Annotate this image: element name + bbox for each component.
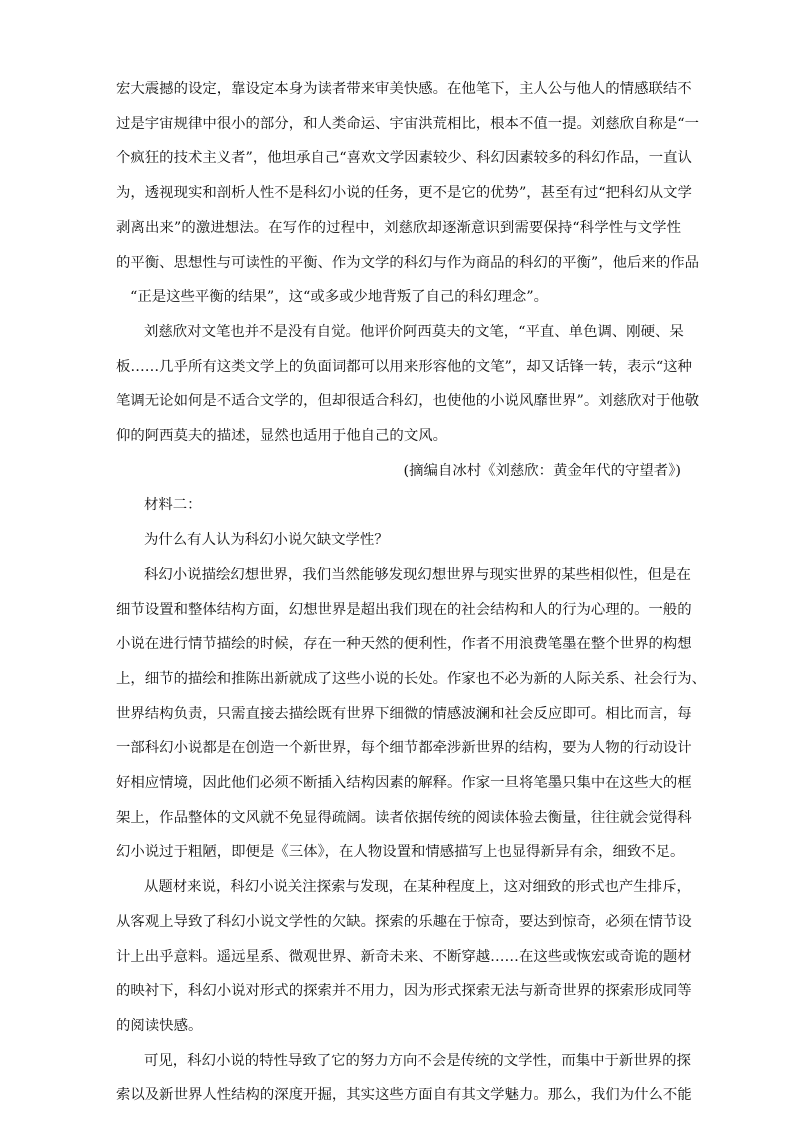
text-line: 可见，科幻小说的特性导致了它的努力方向不会是传统的文学性，而集中于新世界的探 [144,1052,691,1069]
text-line: 的映衬下，科幻小说对形式的探索并不用力，因为形式探索无法与新奇世界的探索形成同等 [116,983,692,1000]
text-line: 宏大震撼的设定，靠设定本身为读者带来审美快感。在他笔下，主人公与他人的情感联结不 [116,81,692,97]
paragraph-3 [116,558,707,870]
text-line: 上，细节的描绘和推陈出新就成了这些小说的长处。作家也不必为新的人际关系、社会行为、 [116,670,707,687]
text-line: 科幻小说描绘幻想世界，我们当然能够发现幻想世界与现实世界的某些相似性，但是在 [144,566,691,583]
text-line: 的平衡、思想性与可读性的平衡、作为文学的科幻与作为商品的科幻的平衡”，他后来的作品 [116,254,699,271]
text-line: 刘慈欣对文笔也并不是没有自觉。他评价阿西莫夫的文笔，“平直、单色调、刚硬、呆 [144,323,684,340]
text-line: “正是这些平衡的结果”，这“或多或少地背叛了自己的科幻理念”。 [130,289,548,306]
paragraph-5 [116,1044,692,1113]
material-label: 材料二： [144,497,202,514]
paragraph-4 [116,870,692,1044]
text-line: 笔调无论如何是不适合文学的，但却很适合科幻，也使他的小说风靡世界”。刘慈欣对于他敬 [116,393,699,410]
text-line: 为，透视现实和剖析人性不是科幻小说的任务，更不是它的优势”，甚至有过“把科幻从文学 [116,185,692,202]
paragraph-2 [116,315,699,454]
paragraph-1 [116,72,699,315]
text-line: 好相应情境，因此他们必须不断插入结构因素的解释。作家一旦将笔墨只集中在这些大的框 [116,775,692,792]
text-line: 的阅读快感。 [116,1017,203,1034]
question-heading: 为什么有人认为科幻小说欠缺文学性？ [144,532,389,549]
text-line: 从客观上导致了科幻小说文学性的欠缺。探索的乐趣在于惊奇，要达到惊奇，必须在情节设 [116,913,692,930]
text-line: 幻小说过于粗陋，即便是《三体》，在人物设置和情感描写上也显得新异有余，细致不足。 [116,844,685,861]
text-line: 一部科幻小说都是在创造一个新世界，每个细节都牵涉新世界的结构，要为人物的行动设计 [116,740,692,757]
text-line: 过是宇宙规律中很小的部分，和人类命运、宇宙洪荒相比，根本不值一提。刘慈欣自称是“一 [116,115,699,132]
text-line: 个疯狂的技术主义者”，他坦承自己“喜欢文学因素较少、科幻因素较多的科幻作品，一直认 [116,150,692,167]
text-line: 索以及新世界人性结构的深度开掘，其实这些方面自有其文学魅力。那么，我们为什么不能 [116,1087,692,1104]
text-line: 世界结构负责，只需直接去描绘既有世界下细微的情感波澜和社会反应即可。相比而言，每 [116,705,692,722]
text-line: 小说在进行情节描绘的时候，存在一种天然的便利性，作者不用浪费笔墨在整个世界的构想 [116,636,692,653]
source-citation: (摘编自冰村《刘慈欣：黄金年代的守望者》) [403,462,681,479]
text-line: 仰的阿西莫夫的描述，显然也适用于他自己的文风。 [116,428,447,445]
text-line: 架上，作品整体的文风就不免显得疏阔。读者依据传统的阅读体验去衡量，往往就会觉得科 [116,809,692,826]
text-line: 从题材来说，科幻小说关注探索与发现，在某种程度上，这对细致的形式也产生排斥， [144,879,691,896]
text-line: 计上出乎意料。遥远星系、微观世界、新奇未来、不断穿越……在这些或恢宏或奇诡的题材 [116,948,692,965]
text-line: 剥离出来”的激进想法。在写作的过程中，刘慈欣却逐渐意识到需要保持“科学性与文学性 [116,219,681,236]
text-line: 板……几乎所有这类文学上的负面词都可以用来形容他的文笔”，却又话锋一转，表示“这种 [116,358,692,375]
text-line: 细节设置和整体结构方面，幻想世界是超出我们现在的社会结构和人的行为心理的。一般的 [116,601,692,618]
